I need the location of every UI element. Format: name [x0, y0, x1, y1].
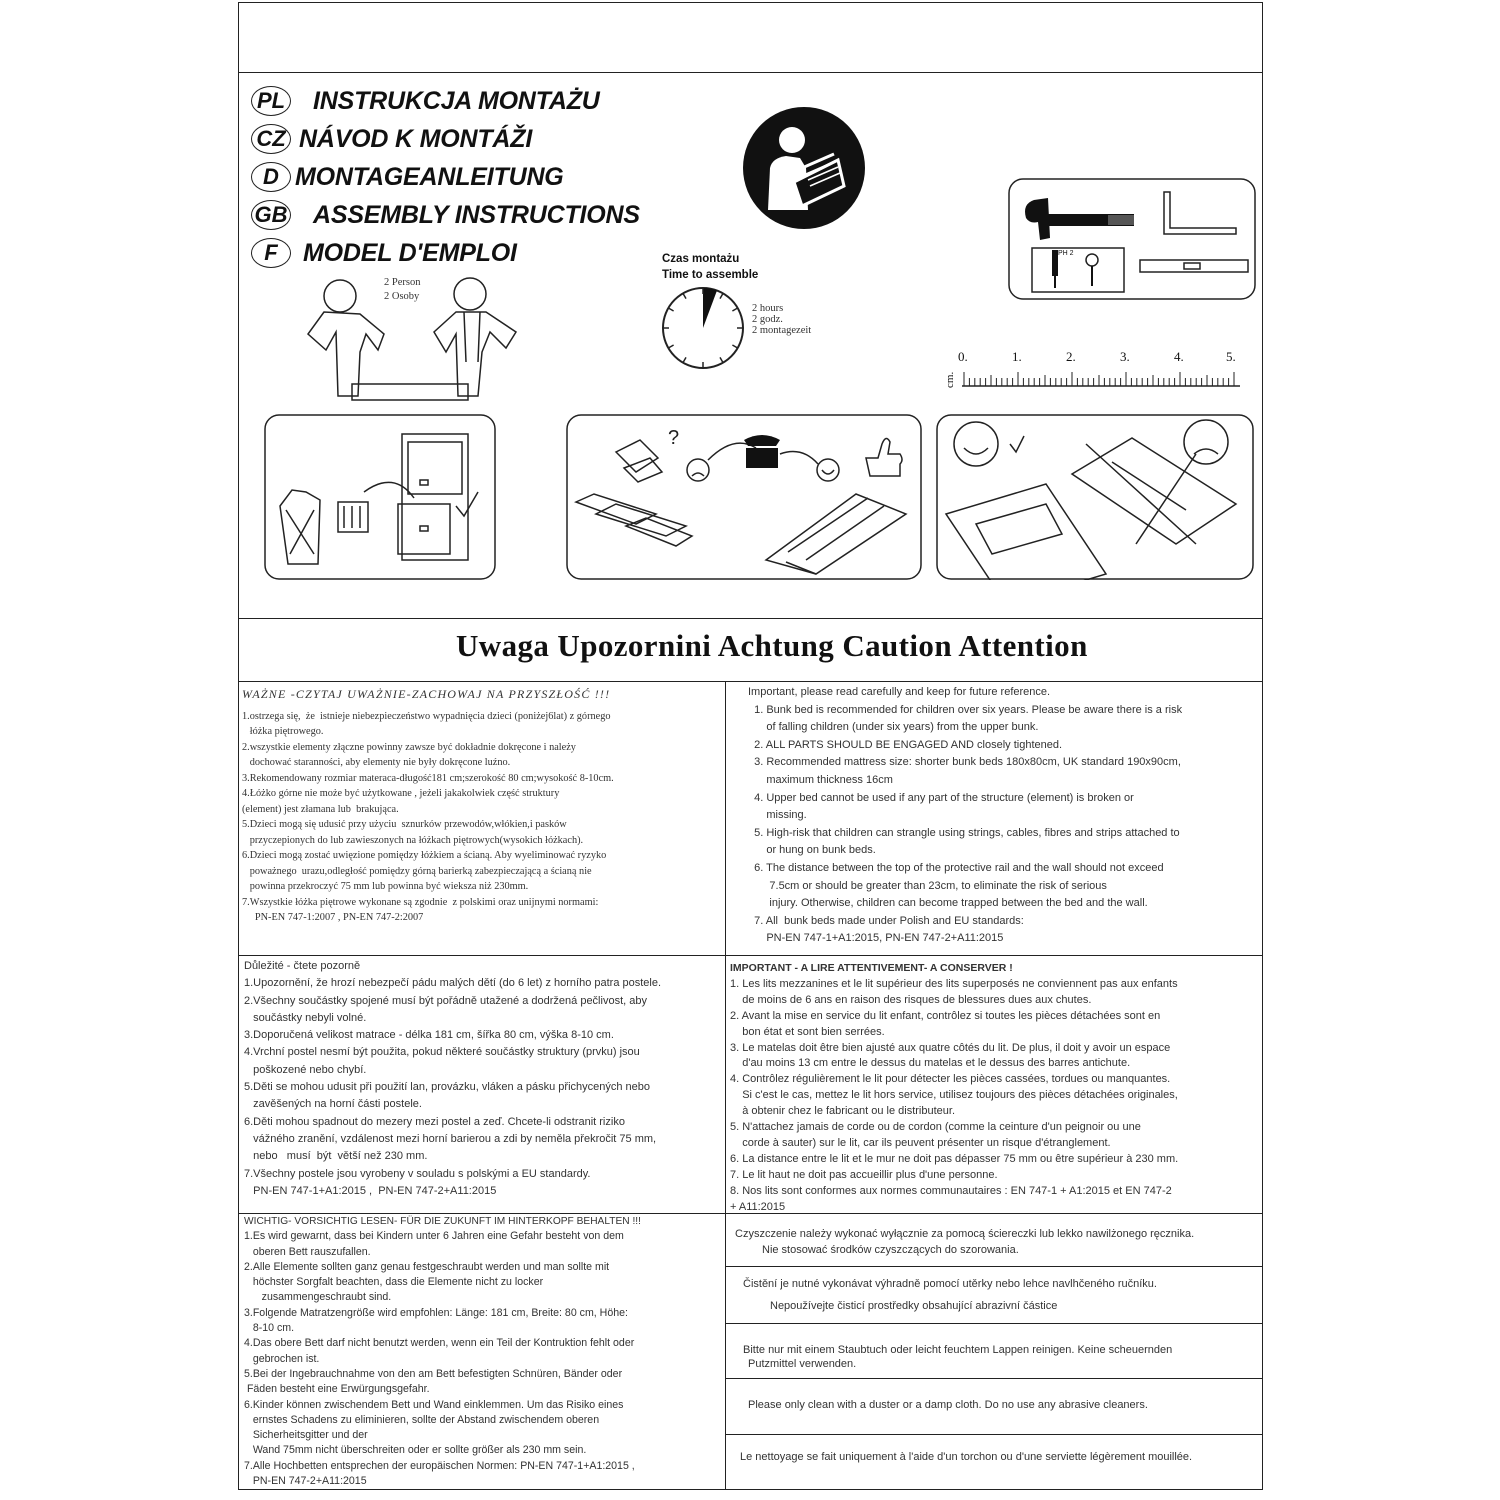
cleaning-de-line-2: Putzmittel verwenden. — [748, 1358, 857, 1370]
complete-parts-icon — [766, 494, 906, 574]
text-line: 4.Das obere Bett darf nicht benutzt werden, wenn ein Teil der Kontruktion fehlt oder — [244, 1337, 635, 1350]
screwdriver-label: PH 2 — [1058, 250, 1074, 257]
text-line: d'au moins 13 cm entre le dessus du matelas et le dessus des barres antichute. — [730, 1057, 1131, 1070]
text-line: przyczepionych do lub zawieszonych na łóżkach piętrowych(wysokich łóżkach). — [242, 834, 584, 846]
parts-bag-icon — [338, 502, 368, 532]
text-line: injury. Otherwise, children can become trapped between the bed and the wall. — [748, 897, 1148, 910]
text-line: + A11:2015 — [730, 1200, 786, 1213]
text-line: vážného zranění, vzdálenost mezi horní barierou a zdi by neměla překročit 75 mm, — [244, 1132, 657, 1145]
spirit-level-icon — [1140, 260, 1248, 272]
french-warnings — [730, 961, 1260, 1216]
text-line: 3.Rekomendowany rozmiar materaca-długość181 cm;szerokość 80 cm;wysokość 8-10cm. — [242, 772, 614, 784]
floor-protection-panel — [936, 414, 1254, 580]
polish-warnings — [242, 687, 722, 926]
text-line: 3.Folgende Matratzengröße wird empfohlen: Länge: 181 cm, Breite: 80 cm, Höhe: — [244, 1306, 628, 1319]
drawer-cabinet-icon — [398, 434, 468, 560]
heading-cz — [251, 124, 532, 154]
text-line: 1. Les lits mezzanines et le lit supérieur des lits superposés ne conviennent pas aux enfants — [730, 977, 1178, 990]
ruler-mark-4: 4. — [1174, 349, 1184, 364]
text-line: 7.Wszystkie łóżka piętrowe wykonane są zgodnie z polskimi oraz unijnymi normami: — [242, 896, 599, 908]
text-line: 6.Děti mohou spadnout do mezery mezi postel a zeď. Chcete-li odstranit riziko — [244, 1115, 625, 1128]
sad-face-icon — [687, 459, 709, 481]
text-line: poškozené nebo chybí. — [244, 1063, 367, 1076]
text-line: 3.Doporučená velikost matrace - délka 181 cm, šířka 80 cm, výška 8-10 cm. — [244, 1029, 614, 1042]
checkmark-icon — [1010, 436, 1024, 452]
telephone-icon — [744, 435, 780, 468]
text-line: de moins de 6 ans en raison des risques de blessures dues aux chutes. — [730, 993, 1092, 1006]
time-label-pl: Czas montażu — [662, 253, 740, 265]
cleaning-pl-line-1: Czyszczenie należy wykonać wyłącznie za pomocą ściereczki lub lekko nawilżonego ręcznika. — [735, 1228, 1195, 1240]
text-line: maximum thickness 16cm — [748, 773, 893, 786]
ruler-mark-5: 5. — [1226, 349, 1236, 364]
czech-warnings-header: Důležité - čtete pozorně — [244, 960, 361, 972]
text-line: 6.Kinder können zwischendem Bett und Wand einklemmen. Um das Risiko eines — [244, 1398, 624, 1411]
text-line: 8. Nos lits sont conformes aux normes communautaires : EN 747-1 + A1:2015 et EN 747-2 — [730, 1184, 1172, 1197]
broken-parts-icon — [576, 440, 692, 546]
text-line: 7. All bunk beds made under Polish and EU standards: — [748, 914, 1024, 927]
time-duration-2: 2 godz. — [752, 314, 783, 325]
attention-title: Uwaga Upozornini Achtung Caution Attention — [456, 628, 1088, 663]
header-divider — [238, 72, 1263, 73]
language-code-badge: D — [251, 162, 291, 192]
text-line: 2.Všechny součástky spojené musí být pořádně utažené a dodržená pečlivost, aby — [244, 994, 647, 1007]
persons-line-2: 2 Osoby — [384, 291, 420, 302]
german-warnings — [244, 1214, 722, 1489]
heading-title: NÁVOD K MONTÁŽI — [299, 124, 533, 153]
protected-floor-icon — [946, 484, 1106, 580]
clock-icon — [660, 285, 746, 371]
cleaning-gb-line-1: Please only clean with a duster or a damp cloth. Do no use any abrasive cleaners. — [748, 1399, 1148, 1411]
text-line: PN-EN 747-1+A1:2015 , PN-EN 747-2+A11:2015 — [244, 1184, 497, 1197]
clean-divider-2 — [725, 1323, 1263, 1324]
text-line: dochować staranności, aby elementy nie były dokręcone luźno. — [242, 757, 511, 768]
text-line: nebo musí být větší než 230 mm. — [244, 1150, 428, 1163]
text-line: missing. — [748, 809, 807, 822]
text-line: 1. Bunk bed is recommended for children over six years. Please be aware there is a risk — [748, 703, 1183, 716]
text-line: 5. N'attachez jamais de corde ou de cordon (comme la ceinture d'un peignoir ou une — [730, 1121, 1141, 1134]
clean-divider-4 — [725, 1434, 1263, 1435]
french-warnings-header: IMPORTANT - A LIRE ATTENTIVEMENT- A CONSERVER ! — [730, 962, 1013, 974]
language-code-badge: GB — [251, 200, 291, 230]
text-line: 5. High-risk that children can strangle using strings, cables, fibres and strips attached to — [748, 826, 1180, 839]
text-line: součástky nebyli volné. — [244, 1011, 367, 1024]
german-warnings-list — [244, 1229, 722, 1489]
text-line: 2.Alle Elemente sollten ganz genau festgeschraubt werden und man sollte mit — [244, 1260, 610, 1273]
text-line: 3. Recommended mattress size: shorter bunk beds 180x80cm, UK standard 190x90cm, — [748, 756, 1181, 769]
text-line: 8-10 cm. — [244, 1322, 295, 1335]
text-line: 6. The distance between the top of the protective rail and the wall should not exceed — [748, 861, 1164, 874]
sad-face-icon — [1184, 420, 1228, 464]
language-code-badge: PL — [251, 86, 291, 116]
question-mark-icon: ? — [668, 427, 680, 449]
cleaning-fr-line-1: Le nettoyage se fait uniquement à l'aide d'un torchon ou d'une serviette légèrement mouillée. — [740, 1451, 1193, 1463]
text-line: Si c'est le cas, mettez le lit hors service, utilisez toujours des pièces détachées originales, — [730, 1089, 1178, 1102]
heading-gb — [251, 200, 640, 230]
ruler-unit: cm. — [944, 371, 956, 388]
read-manual-icon — [742, 106, 866, 230]
czech-warnings — [244, 958, 722, 1200]
text-line: łóżka piętrowego. — [242, 726, 324, 737]
screwdriver-box-icon — [1032, 248, 1124, 292]
text-line: gebrochen ist. — [244, 1352, 320, 1365]
text-line: à obtenir chez le fabricant ou le distributeur. — [730, 1105, 956, 1118]
text-line: Fäden besteht eine Erwürgungsgefahr. — [244, 1383, 430, 1396]
text-line: PN-EN 747-2+A11:2015 — [244, 1475, 367, 1488]
text-line: powinna przekroczyć 75 mm lub powinna być wieksza niż 230mm. — [242, 881, 529, 892]
text-line: 4.Łóżko górne nie może być użytkowane , jeżeli jakakolwiek część struktury — [242, 788, 560, 799]
missing-parts-panel — [566, 414, 922, 580]
german-warnings-header: WICHTIG- VORSICHTIG LESEN- FÜR DIE ZUKUNFT IM HINTERKOPF BEHALTEN !!! — [244, 1216, 641, 1227]
ruler-mark-3: 3. — [1120, 349, 1130, 364]
happy-face-icon — [817, 459, 839, 481]
text-line: 2. Avant la mise en service du lit enfant, contrôlez si toutes les pièces détachées sont en — [730, 1009, 1161, 1022]
text-line: Wand 75mm nicht überschreiten oder er sollte größer als 230 mm sein. — [244, 1444, 587, 1457]
ruler-mark-1: 1. — [1012, 349, 1022, 364]
text-line: ernstes Schadens zu eliminieren, sollte der Abstand zwischendem oberen — [244, 1413, 600, 1426]
text-line: PN-EN 747-1+A1:2015, PN-EN 747-2+A11:2015 — [748, 932, 1004, 945]
text-line: poważnego urazu,odległość pomiędzy górną barierką zabezpieczającą a ścianą nie — [242, 865, 592, 877]
square-ruler-icon — [1164, 192, 1236, 234]
happy-face-icon — [954, 422, 998, 466]
thumbs-up-icon — [866, 438, 902, 476]
text-line: 6.Dzieci mogą zostać uwięzione pomiędzy łóżkiem a ścianą. Aby wyeliminować ryzyko — [242, 850, 607, 861]
section-divider — [238, 618, 1263, 619]
heading-pl — [251, 86, 600, 116]
cleaning-cz-line-2: Nepoužívejte čisticí prostředky obsahující abrazivní částice — [770, 1300, 1058, 1312]
unprotected-floor-icon — [1072, 438, 1236, 544]
text-line: 7.Všechny postele jsou vyrobeny v souladu s polskými a EU standardy. — [244, 1167, 591, 1180]
time-duration-1: 2 hours — [752, 303, 784, 314]
heading-title: ASSEMBLY INSTRUCTIONS — [313, 200, 640, 229]
persons-line-1: 2 Person — [384, 277, 421, 288]
heading-f — [251, 238, 517, 268]
text-line: 3. Le matelas doit être bien ajusté aux quatre côtés du lit. De plus, il doit y avoir un espace — [730, 1041, 1171, 1054]
text-line: Important, please read carefully and keep for future reference. — [748, 686, 1051, 698]
time-duration-3: 2 montagezeit — [752, 325, 812, 336]
text-line: 5.Děti se mohou udusit při použití lan, provázku, vláken a pásku přichycených nebo — [244, 1081, 651, 1094]
cleaning-cz-line-1: Čistění je nutné vykonávat výhradně pomocí utěrky nebo lehce navlhčeného ručníku. — [743, 1278, 1157, 1290]
text-line: 5.Dzieci mogą się udusić przy użyciu sznurków przewodów,włókien,i pasków — [242, 819, 567, 830]
text-line: corde à sauter) sur le lit, car ils peuvent présenter un risque d'étranglement. — [730, 1136, 1111, 1149]
clean-divider-3 — [725, 1378, 1263, 1379]
text-line: 4. Upper bed cannot be used if any part of the structure (element) is broken or — [748, 791, 1134, 804]
tools-panel — [1008, 178, 1256, 300]
polish-warnings-header: WAŻNE -CZYTAJ UWAŻNIE-ZACHOWAJ NA PRZYSZŁOŚĆ !!! — [242, 687, 611, 701]
time-label-gb: Time to assemble — [662, 269, 759, 281]
text-line: 7.5cm or should be greater than 23cm, to eliminate the risk of serious — [748, 879, 1107, 892]
text-line: or hung on bunk beds. — [748, 844, 876, 857]
czech-warnings-list — [244, 975, 722, 1200]
text-line: 5.Bei der Ingebrauchnahme von den am Bett befestigten Schnüren, Bänder oder — [244, 1367, 623, 1380]
heading-title: MODEL D'EMPLOI — [303, 238, 517, 267]
heading-d — [251, 162, 564, 192]
measuring-ruler — [944, 364, 1244, 390]
text-line: PN-EN 747-1:2007 , PN-EN 747-2:2007 — [242, 912, 424, 923]
english-warnings — [748, 684, 1260, 948]
text-line: 4. Contrôlez régulièrement le lit pour détecter les pièces cassées, tordues ou manquantes. — [730, 1073, 1171, 1086]
text-line: 1.ostrzega się, że istnieje niebezpieczeństwo wypadnięcia dzieci (poniżej6lat) z górnego — [242, 710, 611, 722]
text-line: of falling children (under six years) from the upper bunk. — [748, 721, 1039, 734]
language-code-badge: F — [251, 238, 291, 268]
heading-title: MONTAGEANLEITUNG — [295, 162, 564, 191]
clean-divider-1 — [725, 1266, 1263, 1267]
language-code-badge: CZ — [251, 124, 291, 154]
column-divider — [725, 681, 726, 1490]
text-line: 7.Alle Hochbetten entsprechen der europäischen Normen: PN-EN 747-1+A1:2015 , — [244, 1459, 635, 1472]
hammer-icon — [1025, 198, 1134, 240]
text-line: oberen Bett rauszufallen. — [244, 1245, 371, 1258]
polish-warnings-list — [242, 709, 722, 926]
text-line: 7. Le lit haut ne doit pas accueillir plus d'une personne. — [730, 1168, 998, 1181]
text-line: 4.Vrchní postel nesmí být použita, pokud některé součástky struktury (prvku) jsou — [244, 1046, 640, 1059]
ruler-mark-0: 0. — [958, 349, 968, 364]
cleaning-pl-line-2: Nie stosować środków czyszczących do szorowania. — [762, 1244, 1019, 1256]
text-line: 6. La distance entre le lit et le mur ne doit pas dépasser 75 mm ou être supérieur à 230 mm. — [730, 1152, 1179, 1165]
attention-divider — [238, 681, 1263, 682]
ruler-mark-2: 2. — [1066, 349, 1076, 364]
french-warnings-list — [730, 977, 1260, 1216]
text-line: (element) jest złamana lub brakująca. — [242, 803, 399, 815]
text-line: höchster Sorgfalt beachten, dass die Elemente nicht zu locker — [244, 1276, 544, 1289]
text-line: 1.Es wird gewarnt, dass bei Kindern unter 6 Jahren eine Gefahr besteht von dem — [244, 1230, 624, 1243]
checkmark-icon — [456, 492, 478, 516]
cleaning-de-line-1: Bitte nur mit einem Staubtuch oder leicht feuchtem Lappen reinigen. Keine scheuernden — [743, 1344, 1173, 1356]
heading-title: INSTRUKCJA MONTAŻU — [313, 86, 600, 115]
bin-icon — [280, 490, 320, 564]
english-warnings-list — [748, 684, 1260, 948]
packaging-disposal-panel — [264, 414, 496, 580]
text-line: 2. ALL PARTS SHOULD BE ENGAGED AND closely tightened. — [748, 738, 1063, 751]
text-line: zusammengeschraubt sind. — [244, 1291, 392, 1304]
text-line: 2.wszystkie elementy złączne powinny zawsze być dokładnie dokręcone i należy — [242, 741, 576, 753]
text-line: zavěšených na horní části postele. — [244, 1098, 422, 1111]
row-divider-1 — [238, 955, 1263, 956]
text-line: bon état et sont bien serrées. — [730, 1025, 885, 1038]
text-line: 1.Upozornění, že hrozí nebezpečí pádu malých dětí (do 6 let) z horního patra postele. — [244, 977, 662, 990]
text-line: Sicherheitsgitter und der — [244, 1429, 368, 1442]
